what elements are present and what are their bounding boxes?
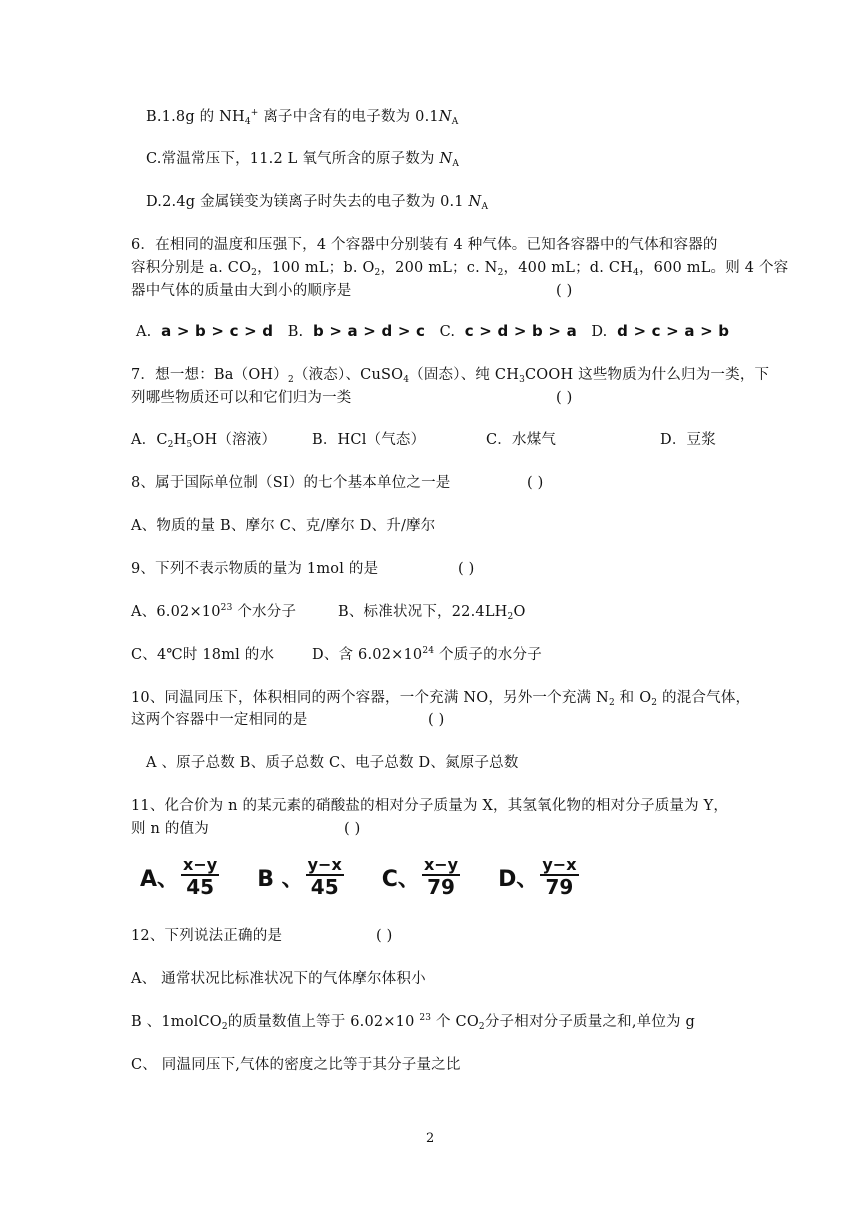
q5-option-b: B.1.8g 的 $NH_4^+$ 离子中含有的电子数为 $0.1N_A$ <box>146 108 459 127</box>
q7-option-c: C．水煤气 <box>486 432 557 448</box>
q9-answer-paren: ( ) <box>458 561 475 577</box>
q7-option-a: A．$C_2H_5OH$（溶液） <box>131 432 277 450</box>
q11-options <box>140 856 617 898</box>
q11-option-a: A、 $\frac{x-y}{45}$ <box>140 855 218 899</box>
q9-option-a: A、$6.02\times 10^{23}$ 个水分子 <box>131 603 297 620</box>
q5-option-d: D.2.4g 金属镁变为镁离子时失去的电子数为 0.1 $N_A$ <box>146 194 489 212</box>
q12-stem: 12、下列说法正确的是 <box>131 928 283 944</box>
q12-option-c: C、 同温同压下,气体的密度之比等于其分子量之比 <box>131 1057 461 1073</box>
q12-option-a: A、 通常状况比标准状况下的气体摩尔体积小 <box>131 971 426 987</box>
q11-stem-line2: 则 n 的值为 <box>131 821 209 837</box>
q5-option-c: C.常温常压下，11.2 L 氧气所含的原子数为 $N_A$ <box>146 151 460 169</box>
q7-answer-paren: ( ) <box>556 390 573 406</box>
fraction: $\frac{y-x}{45}$ <box>307 855 342 899</box>
q10-stem-line2: 这两个容器中一定相同的是 <box>131 712 308 728</box>
q11-answer-paren: ( ) <box>344 821 361 837</box>
q9-stem: 9、下列不表示物质的量为 1mol 的是 <box>131 561 379 577</box>
q9-option-d: D、含 $6.02\times 10^{24}$ 个质子的水分子 <box>312 646 542 663</box>
fraction: $\frac{x-y}{79}$ <box>423 855 459 899</box>
q10-options: A 、原子总数 B、质子总数 C、电子总数 D、氮原子总数 <box>146 755 519 771</box>
q8-answer-paren: ( ) <box>527 475 544 491</box>
q9-option-b: B、标准状况下，$22.4LH_2O$ <box>338 604 526 622</box>
q7-option-d: D．豆浆 <box>660 432 716 448</box>
q11-option-b: B 、 $\frac{y-x}{45}$ <box>257 855 342 899</box>
q11-stem-line1: 11、化合价为 n 的某元素的硝酸盐的相对分子质量为 X，其氢氧化物的相对分子质量为 Y， <box>131 798 729 814</box>
q11-option-d: D、 $\frac{y-x}{79}$ <box>498 855 577 899</box>
fraction: $\frac{x-y}{45}$ <box>183 855 218 899</box>
q7-stem-line2: 列哪些物质还可以和它们归为一类 <box>131 390 352 406</box>
fraction: $\frac{y-x}{79}$ <box>542 855 577 899</box>
q11-option-c: C、 $\frac{x-y}{79}$ <box>381 855 459 899</box>
q10-stem-line1: 10、同温同压下，体积相同的两个容器，一个充满 NO，另外一个充满 $N_2$ 和 $O_2$ 的混合气体， <box>131 690 751 708</box>
q12-answer-paren: ( ) <box>376 928 393 944</box>
q12-option-b: B 、1molCO$_2$的质量数值上等于 6.02×10 $^{23}$ 个 $CO_2$分子相对分子质量之和,单位为 g <box>131 1013 696 1032</box>
q6-stem-line1: 6．在相同的温度和压强下，4 个容器中分别装有 4 种气体。已知各容器中的气体和容器的 <box>131 237 718 253</box>
q6-stem-line2: 容积分别是 a. $CO_2$，100 mL；b. $O_2$，200 mL；c. $N_2$，400 mL；d. $CH_4$，600 mL。则 4 个容 <box>131 260 789 278</box>
q10-answer-paren: ( ) <box>428 712 445 728</box>
page-number: 2 <box>426 1131 435 1146</box>
q8-stem: 8、属于国际单位制（SI）的七个基本单位之一是 <box>131 475 451 491</box>
q7-stem-line1: 7．想一想：$Ba(OH)_2$（液态）、CuSO$_4$（固态）、纯 $CH_3COOH$ 这些物质为什么归为一类，下 <box>131 367 770 385</box>
q7-option-b: B．HCl（气态） <box>312 432 426 448</box>
q6-stem-line3: 器中气体的质量由大到小的顺序是 <box>131 283 352 299</box>
q9-option-c: C、4℃时 18ml 的水 <box>131 647 275 663</box>
q8-options: A、物质的量 B、摩尔 C、克/摩尔 D、升/摩尔 <box>131 518 436 534</box>
q6-options: A. a > b > c > d B. b > a > d > c C. c > d > b > a D. d > c > a > b <box>136 322 730 340</box>
q6-answer-paren: ( ) <box>556 283 573 299</box>
